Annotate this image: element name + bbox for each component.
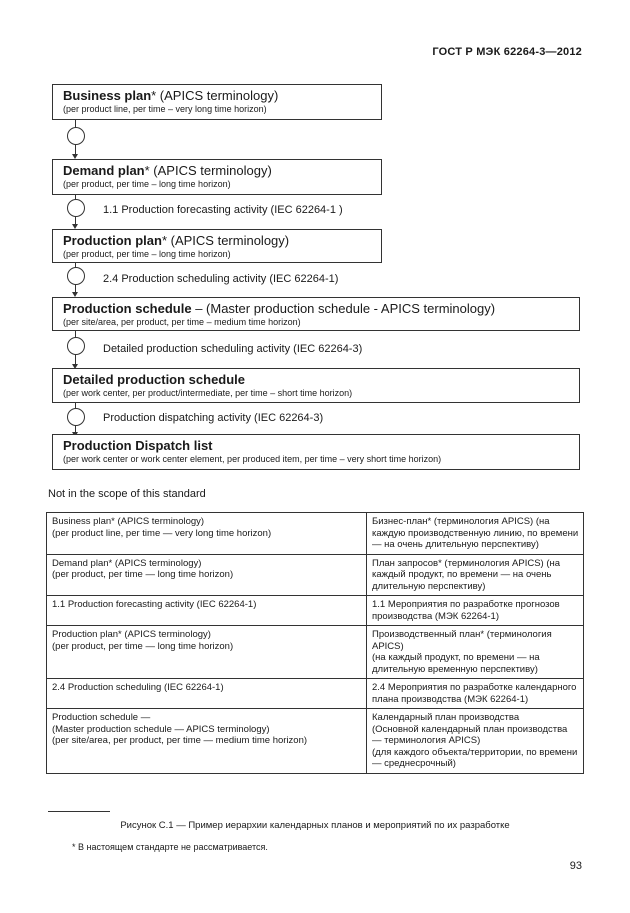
table-cell-en: Demand plan* (APICS terminology) (per product, per time — long time horizon) <box>47 554 367 596</box>
box-detailed-production-schedule <box>52 368 580 403</box>
box-subtitle: (per product, per time – long time horizon) <box>63 179 231 189</box>
box-title: Production schedule <box>63 301 192 316</box>
activity-circle <box>67 199 85 217</box>
document-header: ГОСТ Р МЭК 62264-3—2012 <box>432 46 582 58</box>
table-row <box>47 626 584 679</box>
table-cell-en: Production plan* (APICS terminology) (per product, per time — long time horizon) <box>47 626 367 679</box>
table-cell-ru: Производственный план* (терминология APICS) (на каждый продукт, по времени — на длительную временную перспективу) <box>367 626 584 679</box>
activity-label: Production dispatching activity (IEC 62264-3) <box>103 412 324 424</box>
box-production-schedule <box>52 297 580 331</box>
activity-label: Detailed production scheduling activity (IEC 62264-3) <box>103 343 363 355</box>
activity-circle <box>67 408 85 426</box>
table-cell-en: Production schedule — (Master production schedule — APICS terminology) (per site/area, per product, per time — medium time horizon) <box>47 709 367 774</box>
activity-circle <box>67 267 85 285</box>
box-demand-plan <box>52 159 382 195</box>
table-row <box>47 679 584 709</box>
table-cell-en: Business plan* (APICS terminology) (per product line, per time — very long time horizon) <box>47 513 367 555</box>
scope-note: Not in the scope of this standard <box>48 488 206 500</box>
activity-label: 2.4 Production scheduling activity (IEC 62264-1) <box>103 273 339 285</box>
box-subtitle: (per site/area, per product, per time – medium time horizon) <box>63 317 301 327</box>
box-business-plan <box>52 84 382 120</box>
activity-circle <box>67 337 85 355</box>
box-suffix: * (APICS terminology) <box>151 88 279 103</box>
box-suffix: * (APICS terminology) <box>144 163 272 178</box>
table-cell-ru: Календарный план производства (Основной календарный план производства — терминология APICS) (для каждого объекта/территории, по времени — среднесрочный) <box>367 709 584 774</box>
box-production-plan <box>52 229 382 263</box>
box-subtitle: (per work center, per product/intermediate, per time – short time horizon) <box>63 388 353 398</box>
box-subtitle: (per product, per time – long time horizon) <box>63 249 231 259</box>
box-subtitle: (per work center or work center element, per produced item, per time – very short time horizon) <box>63 454 442 464</box>
table-cell-ru: Бизнес-план* (терминология APICS) (на каждую производственную линию, по времени — на очень длительную перспективу) <box>367 513 584 555</box>
page-number: 93 <box>569 860 582 872</box>
box-title: Production Dispatch list <box>63 438 213 453</box>
box-title: Business plan <box>63 88 152 103</box>
table-row <box>47 554 584 596</box>
table-cell-en: 2.4 Production scheduling (IEC 62264-1) <box>47 679 367 709</box>
activity-circle <box>67 127 85 145</box>
table-row <box>47 513 584 555</box>
activity-label: 1.1 Production forecasting activity (IEC 62264-1 ) <box>103 204 343 216</box>
box-production-dispatch-list <box>52 434 580 470</box>
table-cell-ru: 2.4 Мероприятия по разработке календарного плана производства (МЭК 62264-1) <box>367 679 584 709</box>
box-subtitle: (per product line, per time – very long time horizon) <box>63 104 267 114</box>
figure-caption: Рисунок С.1 — Пример иерархии календарных планов и мероприятий по их разработке <box>120 820 510 831</box>
table-row <box>47 596 584 626</box>
box-title: Demand plan <box>63 163 145 178</box>
box-title: Detailed production schedule <box>63 372 246 387</box>
footnote-rule <box>48 811 110 812</box>
box-suffix: * (APICS terminology) <box>161 233 290 248</box>
table-cell-en: 1.1 Production forecasting activity (IEC 62264-1) <box>47 596 367 626</box>
table-cell-ru: План запросов* (терминология APICS) (на каждый продукт, по времени — на очень длительную перспективу) <box>367 554 584 596</box>
footnote: * В настоящем стандарте не рассматривается. <box>72 842 268 852</box>
box-title: Production plan <box>63 233 162 248</box>
translation-table <box>46 512 584 774</box>
box-suffix: – (Master production schedule - APICS terminology) <box>191 301 496 316</box>
table-cell-ru: 1.1 Мероприятия по разработке прогнозов производства (МЭК 62264-1) <box>367 596 584 626</box>
table-row <box>47 709 584 774</box>
